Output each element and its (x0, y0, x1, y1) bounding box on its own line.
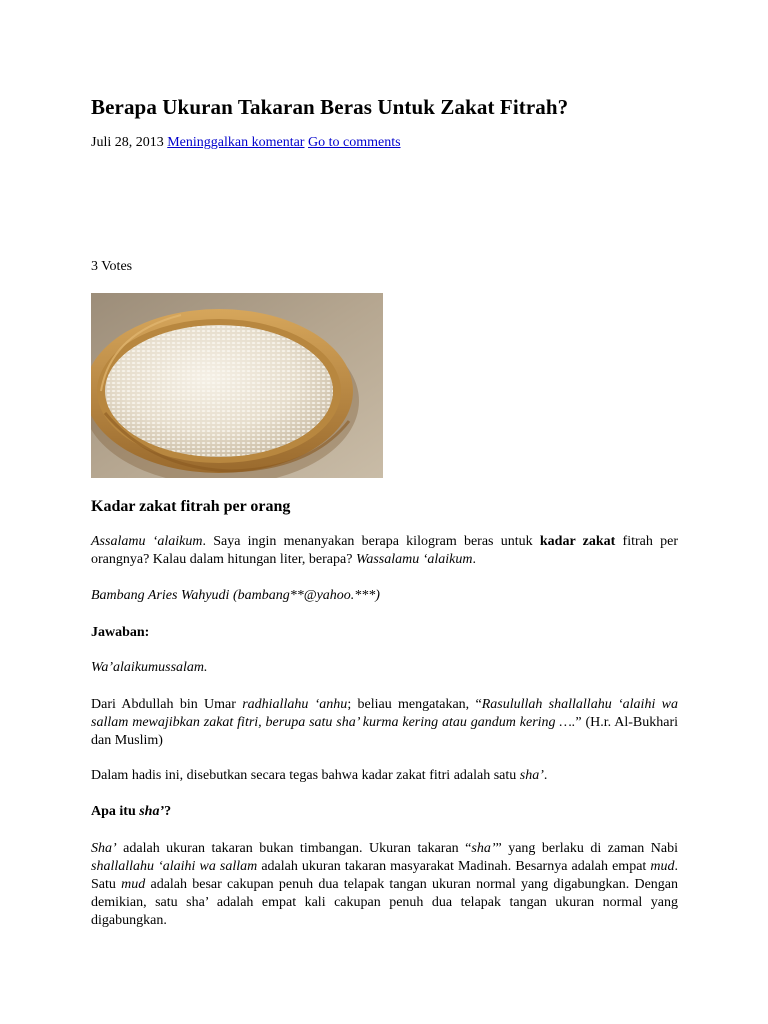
votes-count: 3 Votes (91, 259, 133, 274)
sha-paragraph: Dalam hadis ini, disebutkan secara tegas bahwa kadar zakat fitri adalah satu sha’. (91, 768, 548, 783)
closing-greeting: Wassalamu ‘alaikum (355, 552, 473, 567)
asker-name: Bambang Aries Wahyudi (bambang**@yahoo.***) (91, 588, 380, 603)
reply-greeting: Wa’alaikumussalam. (91, 660, 208, 675)
rice-bowl-image (91, 293, 383, 478)
answer-label: Jawaban: (91, 625, 150, 640)
sha-definition-paragraph: Sha’ adalah ukuran takaran bukan timbangan. Ukuran takaran “sha’” yang berlaku di zaman Nabi shallallahu ‘alaihi wa sallam adalah ukuran takaran masyarakat Madinah. Besarnya adalah empat mud. Satu mud adalah besar cakupan penuh dua telapak tangan ukuran normal yang digabungkan. Dengan demikian, satu sha’ adalah empat kali cakupan penuh dua telapak tangan ukuran normal yang digabungkan. (91, 841, 678, 928)
question-paragraph: Assalamu ‘alaikum. Saya ingin menanyakan berapa kilogram beras untuk kadar zakat fitrah per orangnya? Kalau dalam hitungan liter, berapa? Wassalamu ‘alaikum. (91, 534, 678, 567)
article-title: Berapa Ukuran Takaran Beras Untuk Zakat Fitrah? (91, 95, 569, 119)
hadith-paragraph: Dari Abdullah bin Umar radhiallahu ‘anhu; beliau mengatakan, “Rasulullah shallallahu ‘alaihi wa sallam mewajibkan zakat fitri, berupa satu sha’ kurma kering atau gandum kering ….” (H.r. Al-Bukhari dan Muslim) (91, 697, 678, 748)
section-heading: Kadar zakat fitrah per orang (91, 498, 291, 515)
sha-heading: Apa itu sha’? (91, 804, 172, 819)
leave-comment-link[interactable]: Meninggalkan komentar (167, 135, 305, 150)
kadar-zakat-bold: kadar zakat (539, 534, 616, 549)
article-meta (91, 134, 401, 151)
go-to-comments-link[interactable]: Go to comments (307, 135, 401, 150)
post-date: Juli 28, 2013 (91, 135, 164, 150)
greeting: Assalamu ‘alaikum (91, 534, 203, 549)
